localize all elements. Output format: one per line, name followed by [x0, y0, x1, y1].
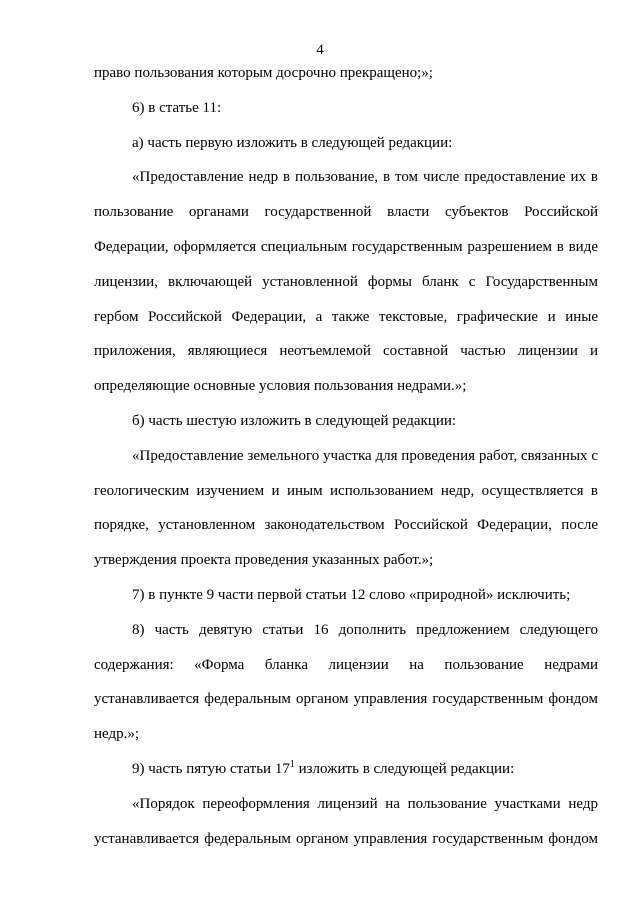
- page-number: 4: [316, 42, 324, 58]
- paragraph-item-6: 6) в статье 11:: [132, 99, 222, 116]
- paragraph-quote-land-plot: «Предоставление земельного участка для проведения работ, связанных с геологическим изучением и иным использованием недр, осуществляется в порядке, установленном законодательством Российской Федерации, после утверждения проекта проведения указанных работ.»;: [94, 447, 598, 569]
- paragraph-quote-reissue: «Порядок переоформления лицензий на пользование участками недр устанавливается федеральным органом управления государственным фондом: [94, 795, 598, 847]
- paragraph-item-6a: а) часть первую изложить в следующей редакции:: [132, 134, 453, 151]
- paragraph-item-9-before: 9) часть пятую статьи 17: [132, 760, 290, 777]
- paragraph-quote-licence: «Предоставление недр в пользование, в том числе предоставление их в пользование органами государственной власти субъектов Российской Федерации, оформляется специальным государственным разрешением в виде лицензии, включающей установленной формы бланк с Государственным гербом Российской Федерации, а также текстовые, графические и иные приложения, являющиеся неотъемлемой составной частью лицензии и определяющие основные условия пользования недрами.»;: [94, 169, 598, 395]
- document-body: [94, 56, 598, 856]
- paragraph-item-8: 8) часть девятую статьи 16 дополнить предложением следующего содержания: «Форма бланка лицензии на пользование недрами устанавливается федеральным органом управления государственным фондом недр.»;: [94, 621, 598, 743]
- paragraph-item-7: 7) в пункте 9 части первой статьи 12 слово «природной» исключить;: [132, 586, 571, 603]
- paragraph-item-9: [94, 752, 598, 787]
- paragraph-continuation: право пользования которым досрочно прекращено;»;: [94, 65, 433, 81]
- superscript-marker: 1: [289, 758, 295, 770]
- paragraph-item-6b: б) часть шестую изложить в следующей редакции:: [132, 412, 457, 429]
- paragraph-item-9-after: изложить в следующей редакции:: [294, 760, 515, 777]
